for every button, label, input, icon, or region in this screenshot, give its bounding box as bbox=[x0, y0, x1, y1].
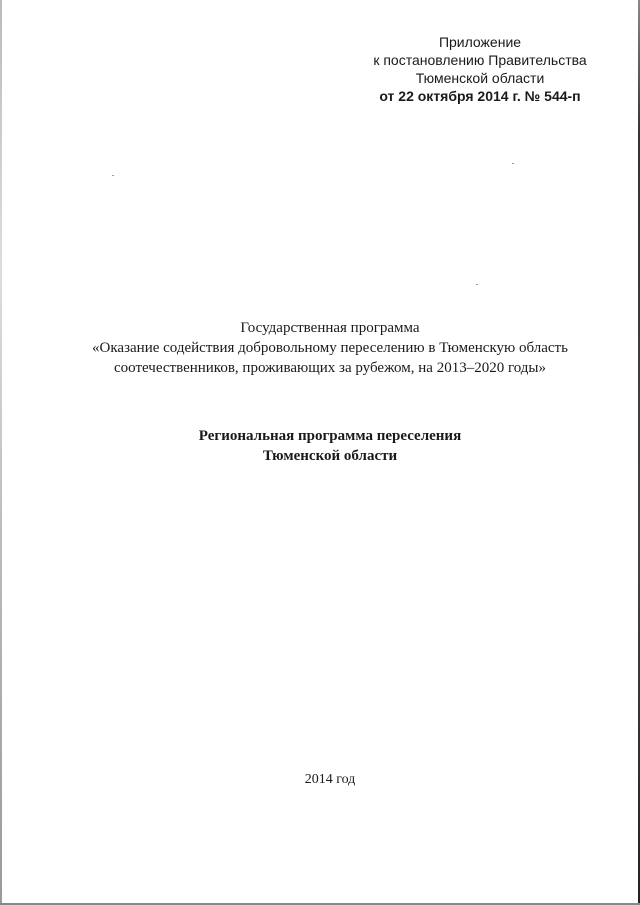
appendix-region: Тюменской области bbox=[415, 70, 545, 86]
program-title-line-3: соотечественников, проживающих за рубежом, на 2013–2020 годы» bbox=[113, 360, 547, 376]
appendix-date-number: от 22 октября 2014 г. № 544-п bbox=[379, 88, 581, 104]
appendix-resolution-ref: к постановлению Правительства bbox=[373, 52, 587, 68]
appendix-label: Приложение bbox=[438, 34, 522, 50]
scan-speck bbox=[112, 175, 114, 176]
program-title-line-1: Государственная программа bbox=[240, 320, 420, 336]
scan-speck bbox=[476, 284, 478, 285]
regional-title-line-1: Региональная программа переселения bbox=[198, 428, 462, 444]
regional-title-line-2: Тюменской области bbox=[262, 448, 398, 464]
regional-program-title bbox=[40, 426, 620, 466]
appendix-header bbox=[360, 33, 600, 105]
program-title-line-2: «Оказание содействия добровольному переселению в Тюменскую область bbox=[92, 340, 568, 356]
scan-edge-left bbox=[0, 0, 2, 905]
program-title bbox=[40, 318, 620, 378]
scan-speck bbox=[512, 163, 514, 164]
document-year: 2014 год bbox=[304, 772, 356, 787]
